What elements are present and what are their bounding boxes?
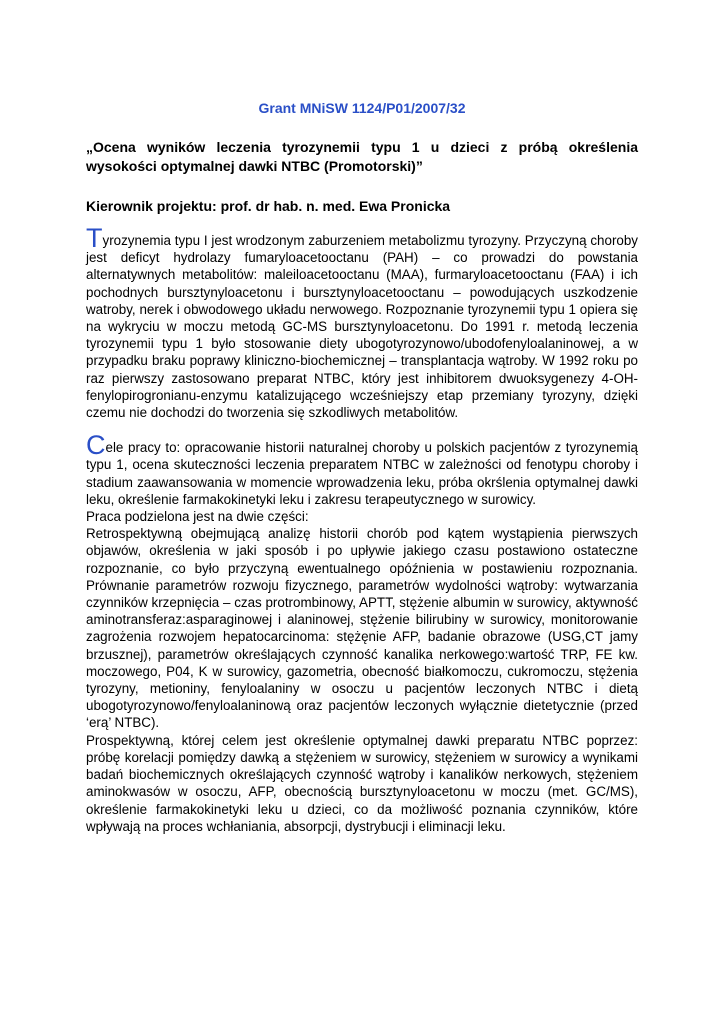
dropcap-t: T [86,223,103,253]
goals-paragraph [86,430,638,508]
project-title: „Ocena wyników leczenia tyrozynemii typu 1 u dzieci z próbą określenia wysokości optymalnej dawki NTBC (Promotorski)” [86,139,638,174]
section-intro-paragraph [86,223,638,421]
parts-paragraph: Praca podzielona jest na dwie części: [86,509,309,525]
prospective-paragraph: Prospektywną, której celem jest określenie optymalnej dawki preparatu NTBC poprzez: próbę korelacji pomiędzy dawką a stężeniem w surowicy, stężeniem w surowicy a wynikami badań biochemicznych określających czynność wątroby i kanalików nerkowych, stężeniem aminokwasów w osoczu, AFP, obecnością bursztynyloacetonu w moczu (met. GC/MS), określenie farmakokinetyki leku u dzieci, co da możliwość poznania czynników, które wpływają na proces wchłaniania, absorpcji, dystrybucji i eliminacji leku. [86,732,638,834]
document-content [86,100,638,835]
project-manager: Kierownik projektu: prof. dr hab. n. med. Ewa Pronicka [86,198,451,214]
retrospective-paragraph: Retrospektywną obejmującą analizę historii chorób pod kątem wystąpienia pierwszych objawów, określenia w jaki sposób i po upływie jakiego czasu postawiono ostateczne rozpoznanie, co było przyczyną ewentualnego opóźnienia w postawieniu rozpoznania. Prównanie parametrów rozwoju fizycznego, parametrów wydolności wątroby: wytwarzania czynników krzepnięcia – czas protrombinowy, APTT, stężenie albumin w surowicy, aktywność aminotransferaz:asparaginowej i alaninowej, stężenie bilirubiny w surowicy, monitorowanie zagrożenia rozwojem hepatocarcinoma: stężęnie AFP, badanie obrazowe (USG,CT jamy brzusznej), parametrów określających czynność kanalika nerkowego:wartość TRP, FE kw. moczowego, P04, K w surowicy, gazometria, obecność białkomoczu, cukromoczu, stężenia tyrozyny, metioniny, fenyloalaniny w osoczu u pacjentów leczonych NTBC i dietą ubogotyrozynowo/fenyloalaninową oraz pacjentów leczonych wyłącznie dietetycznie (przed ‘erą’ NTBC). [86,526,638,731]
goals-text: ele pracy to: opracowanie historii naturalnej choroby u polskich pacjentów z tyrozynemią typu 1, ocena skuteczności leczenia preparatem NTBC w zależności od fenotypu choroby i stadium zaawansowania w momencie wprowadzenia leku, próba okrślenia optymalnej dawki leku, określenie farmakokinetyki leku i zakresu terapeutycznego w surowicy. [86,440,638,507]
grant-title: Grant MNiSW 1124/P01/2007/32 [258,100,466,116]
dropcap-c: C [86,430,106,461]
intro-text: yrozynemia typu I jest wrodzonym zaburzeniem metabolizmu tyrozyny. Przyczyną choroby jest deficyt hydrolazy fumaryloacetooctanu (PAH) – co prowadzi do powstania alternatywnych metabolitów: maleiloacetooctanu (MAA), furmaryloacetooctanu (FAA) i ich pochodnych bursztynyloacetonu i bursztynyloacetooctanu – powodujących uszkodzenie watroby, nerek i obwodowego układu nerwowego. Rozpoznanie tyrozynemii typu 1 opiera się na wykryciu w moczu metodą GC-MS bursztynyloacetonu. Do 1991 r. metodą leczenia tyrozynemii typu 1 było stosowanie diety ubogotyrozynowo/ubodofenyloalaninowej, a w przypadku braku poprawy kliniczno-biochemicznej – transplantacja wątroby. W 1992 roku po raz pierwszy zastosowano preparat NTBC, który jest inhibitorem dwuoksygenezy 4-OH-fenylopirogronianu-enzymu katalizującego wcześniejszy etap przemiany tyrozyny, dzięki czemu nie dochodzi do tworzenia się szkodliwych metabolitów. [86,233,638,421]
